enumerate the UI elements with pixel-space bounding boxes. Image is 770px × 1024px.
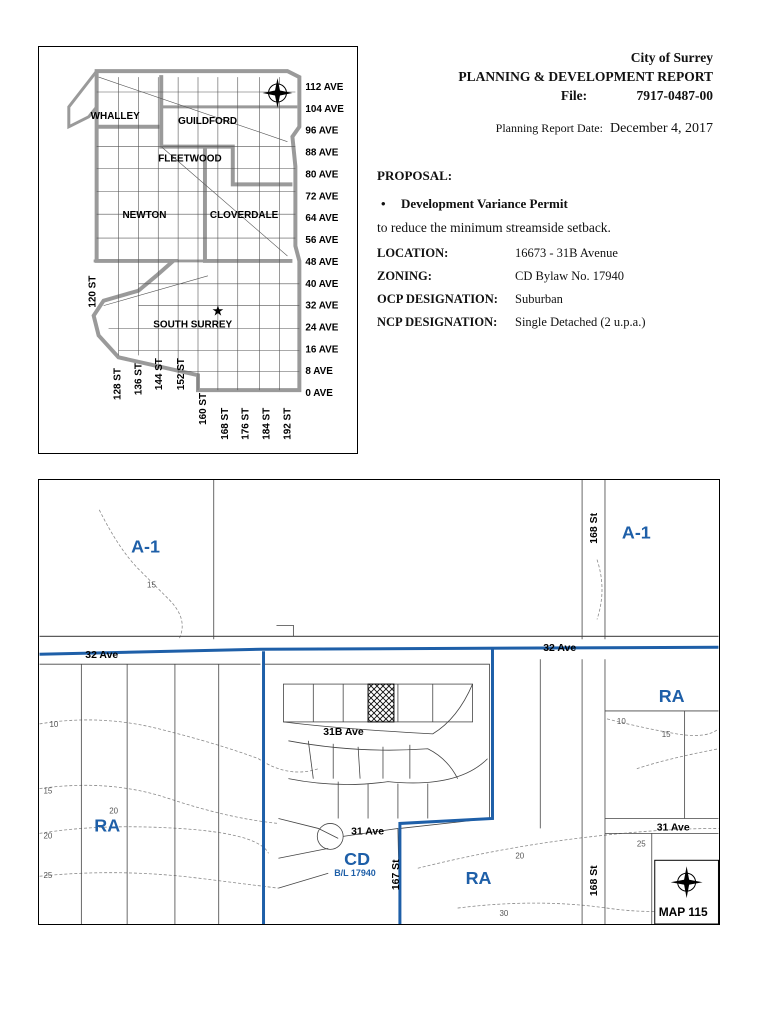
ave-label: 112 AVE [305, 82, 344, 94]
detail-ocp [377, 292, 717, 307]
ave-label: 40 AVE [305, 278, 339, 290]
report-date-label: Planning Report Date: [495, 121, 603, 135]
contour-label: 20 [515, 851, 525, 861]
street-label: 120 ST [87, 275, 99, 308]
contour-label: 10 [49, 719, 59, 729]
contour-label: 30 [499, 909, 509, 919]
bullet-icon: • [381, 196, 386, 211]
report-date [496, 121, 713, 137]
district-south-surrey: SOUTH SURREY [153, 319, 233, 331]
contour-label: 15 [661, 729, 671, 739]
proposal-bullet [377, 196, 717, 212]
district-guildford: GUILDFORD [178, 115, 238, 127]
site-location-star-icon: ★ [211, 304, 225, 320]
zone-ra-center: RA [465, 868, 492, 889]
zone-a1-right: A-1 [621, 522, 651, 543]
detail-value: Suburban [515, 292, 563, 306]
site-map-svg [39, 480, 719, 924]
zone-cd: CD [344, 849, 371, 870]
street-label: 136 ST [133, 363, 145, 396]
file-row [458, 86, 713, 105]
road-31b-ave: 31B Ave [323, 726, 364, 738]
street-label: 152 ST [176, 358, 188, 391]
detail-label: NCP DESIGNATION: [377, 315, 498, 329]
detail-label: OCP DESIGNATION: [377, 292, 498, 306]
ave-label: 24 AVE [305, 322, 339, 334]
district-whalley: WHALLEY [90, 110, 140, 122]
road-31-ave-center: 31 Ave [351, 826, 385, 838]
contour-label: 20 [109, 806, 119, 816]
key-map [38, 46, 358, 454]
ave-label: 48 AVE [305, 256, 339, 268]
detail-value: 16673 - 31B Avenue [515, 246, 618, 260]
zone-a1-left: A-1 [131, 536, 160, 557]
street-label: 160 ST [197, 392, 209, 425]
map-number: MAP 115 [658, 905, 708, 920]
ave-label: 80 AVE [305, 169, 339, 181]
road-31-ave-right: 31 Ave [656, 822, 690, 834]
street-label: 128 ST [112, 368, 124, 401]
zone-ra-right-top: RA [658, 686, 685, 706]
file-number: 7917-0487-00 [636, 88, 713, 103]
road-32-ave-right: 32 Ave [543, 643, 577, 655]
street-label: 192 ST [282, 407, 294, 440]
report-title: PLANNING & DEVELOPMENT REPORT [458, 69, 713, 84]
detail-value: Single Detached (2 u.p.a.) [515, 315, 646, 329]
contour-label: 10 [616, 716, 626, 726]
district-cloverdale: CLOVERDALE [209, 210, 279, 222]
ave-label: 88 AVE [305, 147, 339, 159]
city-name: City of Surrey [630, 50, 713, 65]
report-header [458, 48, 713, 105]
contour-label: 15 [147, 580, 156, 590]
district-fleetwood: FLEETWOOD [158, 153, 222, 165]
ave-label: 64 AVE [305, 213, 339, 225]
proposal-description: to reduce the minimum streamside setback. [377, 220, 611, 235]
contour-label: 25 [43, 871, 53, 881]
zone-cd-bylaw: B/L 17940 [334, 868, 376, 879]
detail-ncp [377, 315, 717, 330]
detail-location [377, 246, 717, 261]
proposal-bullet-text: Development Variance Permit [401, 196, 568, 211]
site-map [38, 479, 720, 925]
street-label: 144 ST [154, 358, 166, 391]
ave-label: 56 AVE [305, 235, 339, 247]
ave-label: 8 AVE [305, 366, 333, 378]
key-map-svg [39, 47, 357, 453]
street-label: 176 ST [240, 407, 252, 440]
district-newton: NEWTON [122, 210, 167, 222]
ave-label: 104 AVE [305, 103, 344, 115]
street-label: 168 ST [219, 407, 231, 440]
file-label: File: [560, 88, 588, 103]
map-number-box [655, 860, 719, 924]
ave-label: 16 AVE [305, 344, 339, 356]
zone-ra-left: RA [94, 815, 121, 836]
detail-label: ZONING: [377, 269, 432, 283]
ave-label: 32 AVE [305, 300, 339, 312]
contour-label: 20 [43, 831, 53, 841]
ave-label: 96 AVE [305, 125, 339, 137]
report-date-value: December 4, 2017 [609, 121, 713, 136]
road-168-st-bottom: 168 St [589, 865, 601, 897]
road-168-st-top: 168 St [589, 512, 601, 544]
north-arrow-icon [263, 78, 293, 108]
street-label: 184 ST [261, 407, 273, 440]
detail-value: CD Bylaw No. 17940 [515, 269, 625, 283]
detail-label: LOCATION: [377, 246, 449, 260]
road-32-ave-left: 32 Ave [85, 650, 119, 662]
proposal-heading: PROPOSAL: [377, 168, 453, 183]
ave-label: 72 AVE [305, 191, 339, 203]
road-167-st: 167 St [390, 859, 402, 891]
contour-label: 15 [43, 786, 53, 796]
ave-label: 0 AVE [305, 388, 333, 400]
detail-zoning [377, 269, 717, 284]
contour-label: 25 [636, 839, 646, 849]
subject-property [368, 684, 394, 722]
proposal-section [377, 168, 717, 330]
